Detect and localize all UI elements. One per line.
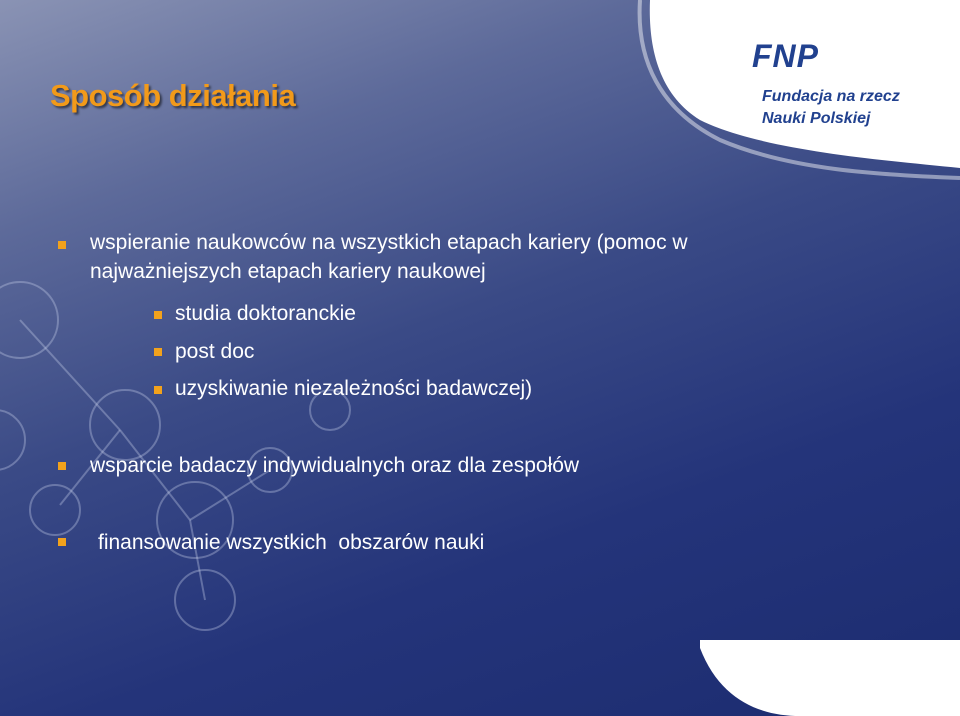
page-number: 5 <box>864 657 873 674</box>
logo-text-line2: Nauki Polskiej <box>762 110 871 127</box>
bullet-marker <box>58 538 66 546</box>
bullet-item-2: wsparcie badaczy indywidualnych oraz dla zespołów <box>90 454 580 477</box>
logo-text-line1: Fundacja na rzecz <box>762 88 900 105</box>
slide-title: Sposób działania <box>50 78 296 113</box>
bullet-marker <box>58 241 66 249</box>
sub-bullet-item-3: uzyskiwanie niezależności badawczej) <box>175 377 533 400</box>
sub-bullet-item-2: post doc <box>175 340 255 363</box>
sub-bullet-marker <box>154 348 162 356</box>
bullet-item-1-line1: wspieranie naukowców na wszystkich etapach kariery (pomoc w <box>90 231 688 254</box>
sub-bullet-item-1: studia doktoranckie <box>175 302 356 325</box>
bullet-marker <box>58 462 66 470</box>
bullet-item-3: finansowanie wszystkich obszarów nauki <box>98 531 485 554</box>
bullet-item-1-line2: najważniejszych etapach kariery naukowej <box>90 260 486 283</box>
logo-mark: FNP <box>752 38 819 74</box>
sub-bullet-marker <box>154 311 162 319</box>
sub-bullet-marker <box>154 386 162 394</box>
